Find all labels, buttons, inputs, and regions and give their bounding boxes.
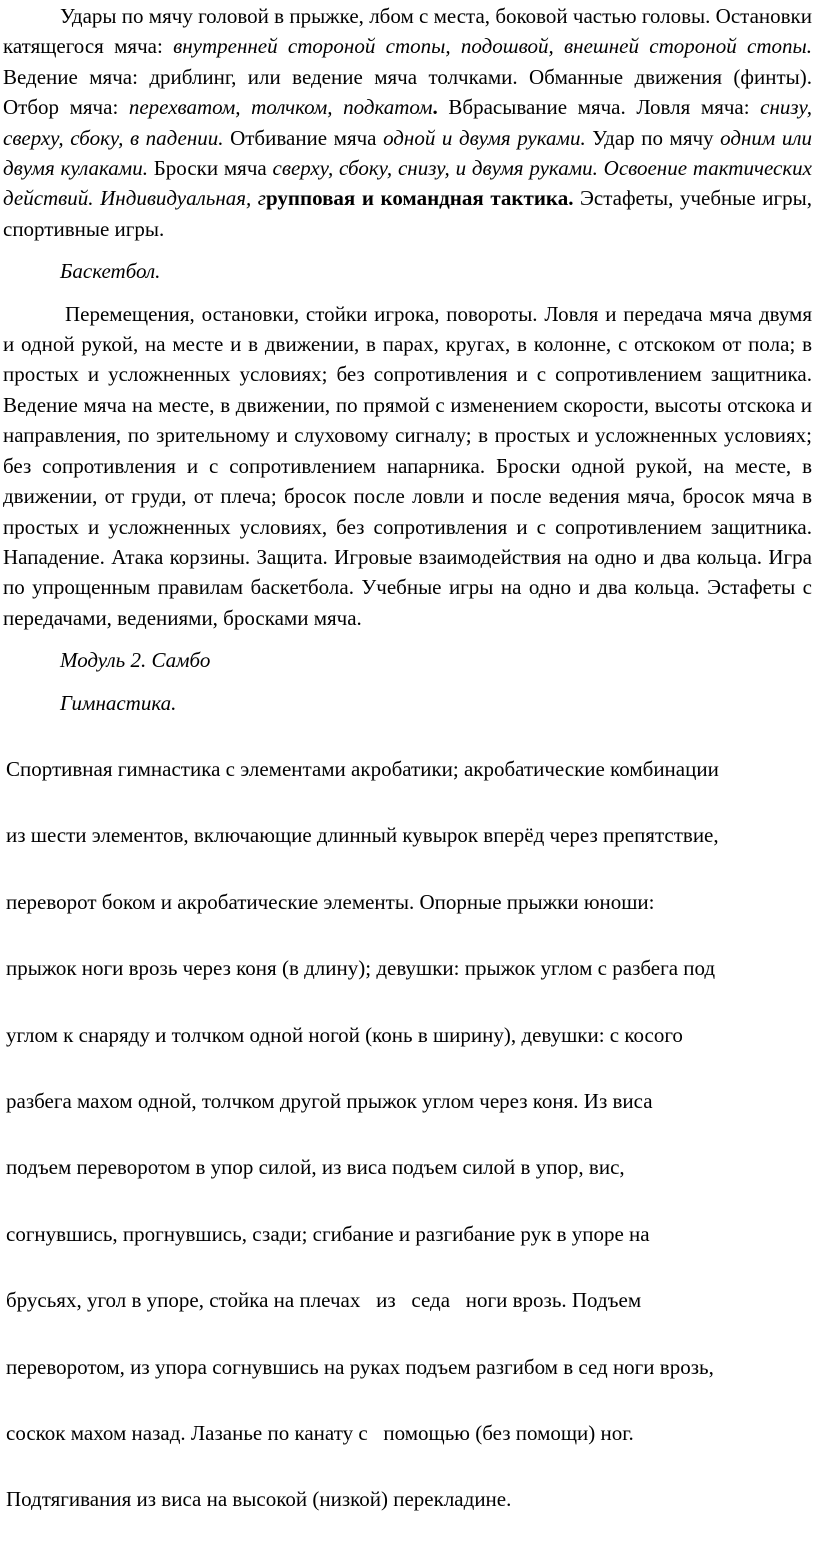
text-line: соскок махом назад. Лазанье по канату с помощью (без помощи) ног. [6,1421,634,1445]
basketball-heading: Баскетбол. [60,259,161,284]
text-line: переворотом, из упора согнувшись на руках подъем разгибом в сед ноги врозь, [6,1354,714,1379]
text-run: Удар по мячу [585,125,721,150]
spacer [0,287,816,299]
italic-run: внутренней стороной стопы, подошвой, внешней стороной стопы. [173,34,812,59]
italic-run: одной и двумя руками. [383,125,586,150]
text-run: Удары по мячу головой в прыжке, лбом с места, боковой частью головы. Остановки катящегося мяча: [3,4,812,59]
text-run: Вбрасывание мяча. Ловля мяча: [437,95,761,120]
text-line: согнувшись, прогнувшись, сзади; сгибание и разгибание рук в упоре на [6,1221,650,1246]
module-heading: Модуль 2. Самбо [60,648,211,673]
bold-run: рупповая и командная тактика. [266,186,574,211]
spacer [0,676,816,688]
italic-run: одним или двумя кулаками. [3,125,813,181]
text-run: Ведение мяча: дриблинг, или ведение мяча толчками. Обманные движения (финты). Отбор мяча: [3,64,812,120]
gymnastics-heading: Гимнастика. [60,690,177,715]
text-line: подъем переворотом в упор силой, из виса подъем силой в упор, вис, [6,1155,625,1180]
spacer [0,244,816,256]
basketball-paragraph: Перемещения, остановки, стойки игрока, повороты. Ловля и передача мяча двумя и одной рукой, на месте и в движении, в парах, кругах, в колонне, с отскоком от пола; в простых и усложненных условиях; без сопротивления и с сопротивлением защитника. Ведение мяча на месте, в движении, по прямой с изменением скорости, высоты отскока и направления, по зрительному и слуховому сигналу; в простых и усложненных условиях; без сопротивления и с сопротивлением напарника. Броски одной рукой, на месте, в движении, от груди, от плеча; бросок после ловли и после ведения мяча, бросок мяча в простых и усложненных условиях, без сопротивления и с сопротивлением защитника. Нападение. Атака корзины. Защита. Игровые взаимодействия на одно и два кольца. Игра по упрощенным правилам баскетбола. Учебные игры на одно и два кольца. Эстафеты с передачами, ведениями, бросками мяча. [3,301,812,630]
spacer [0,633,816,645]
text-line: Спортивная гимнастика с элементами акробатики; акробатические комбинации [6,756,719,781]
text-line: переворот боком и акробатические элементы. Опорные прыжки юноши: [6,889,655,914]
text-line: Подтягивания из виса на высокой (низкой) перекладине. [6,1487,512,1512]
text-line: разбега махом одной, толчком другой прыжок углом через коня. Из виса [6,1088,653,1113]
text-run: Броски мяча [147,156,273,181]
gymnastics-paragraph [0,718,816,1551]
text-run: Эстафеты, учебные игры, спортивные игры. [3,186,812,241]
text-line: из шести элементов, включающие длинный кувырок вперёд через препятствие, [6,823,719,848]
italic-run: перехватом, толчком, подкатом [128,95,433,120]
italic-run: снизу, сверху, сбоку, в падении. [3,95,812,150]
football-paragraph [0,1,816,244]
text-line: брусьях, угол в упоре, стойка на плечах из седа ноги врозь. Подъем [6,1288,642,1313]
text-line: углом к снаряду и толчком одной ногой (конь в ширину), девушки: с косого [6,1022,683,1047]
document-page [0,1,816,1512]
text-line: прыжок ноги врозь через коня (в длину); девушки: прыжок углом с разбега под [6,956,716,981]
text-run: Отбивание мяча [223,125,384,150]
bold-run: . [432,95,438,120]
italic-run: сверху, сбоку, снизу, и двумя руками. Освоение тактических действий. Индивидуальная, г [3,156,812,211]
